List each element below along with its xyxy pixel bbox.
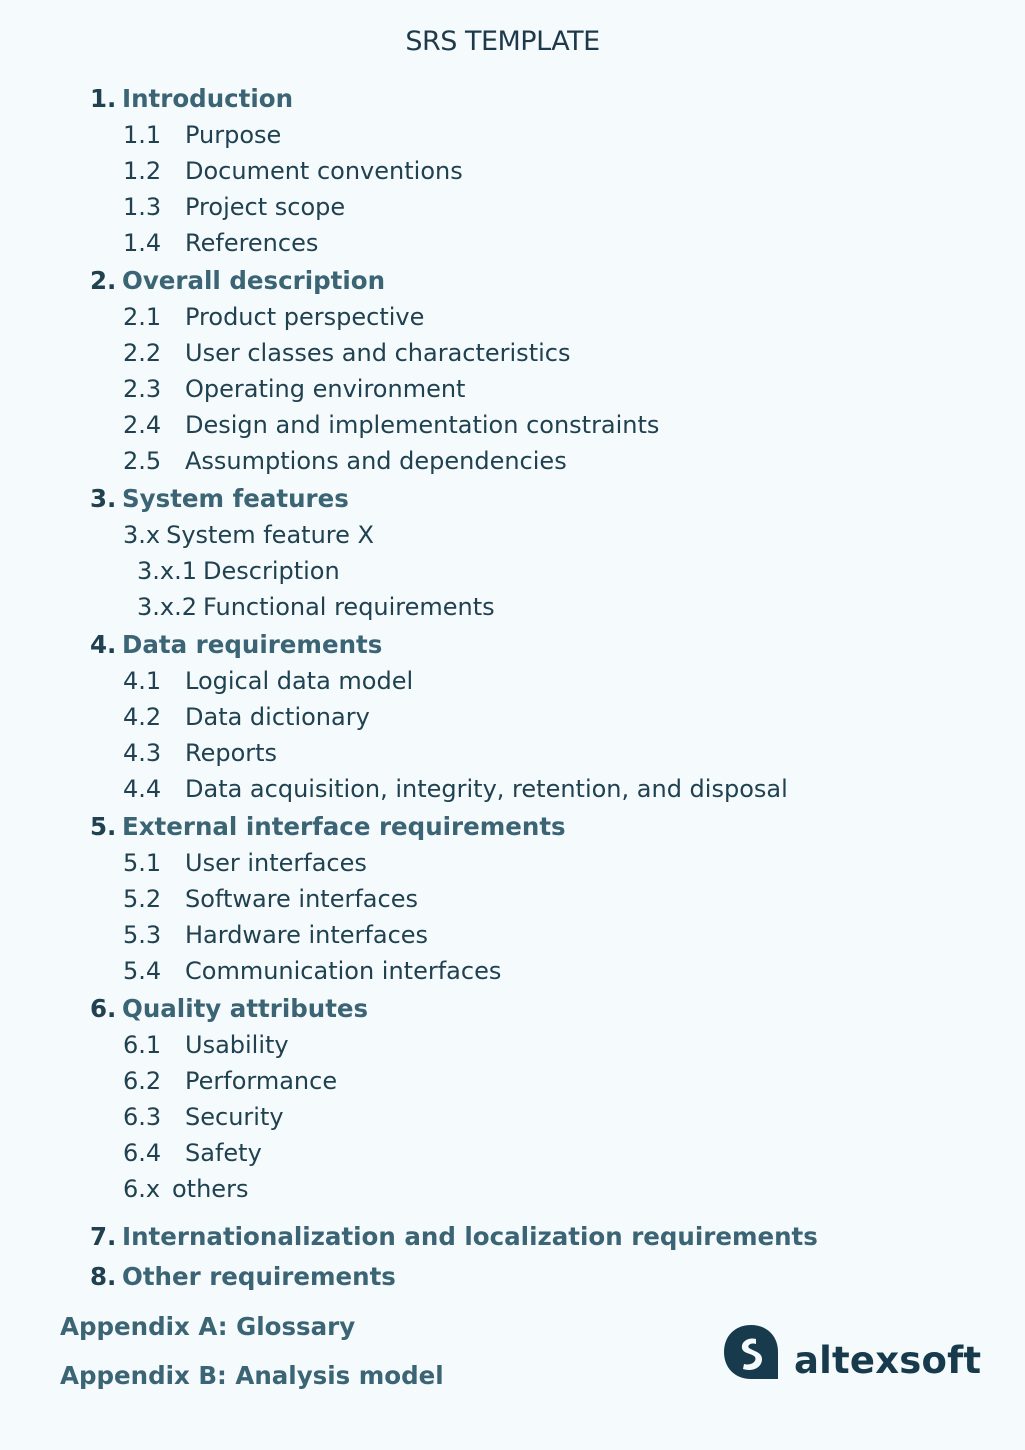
subsection-label: Logical data model bbox=[185, 667, 414, 695]
subsection-document-conventions bbox=[123, 156, 463, 186]
subsection-label: References bbox=[185, 229, 319, 257]
section-label: Quality attributes bbox=[122, 994, 369, 1023]
section-label: External interface requirements bbox=[122, 812, 566, 841]
page-title: SRS TEMPLATE bbox=[405, 26, 600, 57]
section-number: 7. bbox=[90, 1222, 117, 1251]
logo-wordmark: altexsoft bbox=[794, 1338, 982, 1382]
section-external-interface-requirements bbox=[90, 812, 566, 842]
subsection-label: Reports bbox=[185, 739, 278, 767]
subsection-number: 1.2 bbox=[123, 157, 162, 185]
section-other-requirements bbox=[90, 1262, 396, 1292]
subsection-number: 6.x bbox=[123, 1175, 161, 1203]
section-number: 1. bbox=[90, 84, 117, 113]
subsection-number: 1.4 bbox=[123, 229, 162, 257]
subsection-label: others bbox=[172, 1175, 249, 1203]
subsection-label: User interfaces bbox=[185, 849, 367, 877]
subsection-communication-interfaces bbox=[123, 956, 501, 986]
subsection-number: 2.2 bbox=[123, 339, 162, 367]
subsection-number: 2.1 bbox=[123, 303, 162, 331]
subsection-number: 4.1 bbox=[123, 667, 162, 695]
subsection-security bbox=[123, 1102, 284, 1132]
subsection-label: Design and implementation constraints bbox=[185, 411, 660, 439]
subsection-number: 5.2 bbox=[123, 885, 162, 913]
subsection-references bbox=[123, 228, 318, 258]
subsection-hardware-interfaces bbox=[123, 920, 428, 950]
subsection-assumptions bbox=[123, 446, 567, 476]
subsection-safety bbox=[123, 1138, 262, 1168]
subsection-label: Description bbox=[203, 557, 340, 585]
appendix-glossary: Appendix A: Glossary bbox=[60, 1312, 356, 1341]
section-number: 4. bbox=[90, 630, 117, 659]
section-label: Data requirements bbox=[122, 630, 383, 659]
subsection-software-interfaces bbox=[123, 884, 418, 914]
section-quality-attributes bbox=[90, 994, 368, 1024]
section-number: 3. bbox=[90, 484, 117, 513]
subsection-label: Usability bbox=[185, 1031, 289, 1059]
subsection-label: Performance bbox=[185, 1067, 338, 1095]
subsection-system-feature-x bbox=[123, 520, 374, 550]
subsection-label: Assumptions and dependencies bbox=[185, 447, 567, 475]
subsection-label: Data acquisition, integrity, retention, and disposal bbox=[185, 775, 788, 803]
subsection-number: 4.2 bbox=[123, 703, 162, 731]
subsection-label: Operating environment bbox=[185, 375, 466, 403]
subsection-label: Product perspective bbox=[185, 303, 425, 331]
subsection-label: Functional requirements bbox=[203, 593, 495, 621]
subsection-user-classes bbox=[123, 338, 570, 368]
appendix-analysis-model: Appendix B: Analysis model bbox=[60, 1361, 444, 1390]
subsection-number: 3.x.1 bbox=[137, 557, 197, 585]
section-overall-description bbox=[90, 266, 385, 296]
subsection-label: Security bbox=[185, 1103, 284, 1131]
subsection-others bbox=[123, 1174, 248, 1204]
subsection-number: 2.3 bbox=[123, 375, 162, 403]
section-label: Internationalization and localization requirements bbox=[122, 1222, 818, 1251]
subsection-number: 3.x bbox=[123, 521, 161, 549]
subsection-label: Purpose bbox=[185, 121, 282, 149]
subsection-label: Data dictionary bbox=[185, 703, 370, 731]
subsection-reports bbox=[123, 738, 277, 768]
section-number: 6. bbox=[90, 994, 117, 1023]
subsection-label: Communication interfaces bbox=[185, 957, 502, 985]
subsection-label: User classes and characteristics bbox=[185, 339, 571, 367]
subsection-operating-environment bbox=[123, 374, 465, 404]
subsection-label: Hardware interfaces bbox=[185, 921, 429, 949]
subsection-number: 4.3 bbox=[123, 739, 162, 767]
subsection-feature-description bbox=[137, 556, 340, 586]
subsection-number: 6.4 bbox=[123, 1139, 162, 1167]
subsection-label: Document conventions bbox=[185, 157, 463, 185]
section-number: 5. bbox=[90, 812, 117, 841]
section-number: 8. bbox=[90, 1262, 117, 1291]
subsection-design-constraints bbox=[123, 410, 659, 440]
subsection-label: Project scope bbox=[185, 193, 346, 221]
subsection-number: 1.3 bbox=[123, 193, 162, 221]
section-number: 2. bbox=[90, 266, 117, 295]
subsection-product-perspective bbox=[123, 302, 424, 332]
subsection-label: System feature X bbox=[166, 521, 374, 549]
section-label: Introduction bbox=[122, 84, 294, 113]
subsection-label: Safety bbox=[185, 1139, 262, 1167]
subsection-project-scope bbox=[123, 192, 345, 222]
section-label: Overall description bbox=[122, 266, 386, 295]
subsection-data-acquisition bbox=[123, 774, 788, 804]
subsection-purpose bbox=[123, 120, 281, 150]
section-system-features bbox=[90, 484, 349, 514]
subsection-label: Software interfaces bbox=[185, 885, 418, 913]
subsection-usability bbox=[123, 1030, 289, 1060]
section-label: System features bbox=[122, 484, 349, 513]
subsection-number: 6.3 bbox=[123, 1103, 162, 1131]
subsection-number: 1.1 bbox=[123, 121, 162, 149]
subsection-logical-data-model bbox=[123, 666, 413, 696]
subsection-number: 6.1 bbox=[123, 1031, 162, 1059]
subsection-number: 3.x.2 bbox=[137, 593, 197, 621]
subsection-functional-requirements bbox=[137, 592, 495, 622]
subsection-performance bbox=[123, 1066, 337, 1096]
subsection-number: 2.4 bbox=[123, 411, 162, 439]
subsection-number: 5.1 bbox=[123, 849, 162, 877]
subsection-number: 5.4 bbox=[123, 957, 162, 985]
altexsoft-logo-icon bbox=[722, 1323, 780, 1381]
section-label: Other requirements bbox=[122, 1262, 396, 1291]
subsection-data-dictionary bbox=[123, 702, 370, 732]
subsection-number: 6.2 bbox=[123, 1067, 162, 1095]
subsection-number: 5.3 bbox=[123, 921, 162, 949]
section-introduction bbox=[90, 84, 293, 114]
section-internationalization bbox=[90, 1222, 818, 1252]
subsection-number: 2.5 bbox=[123, 447, 162, 475]
subsection-user-interfaces bbox=[123, 848, 367, 878]
subsection-number: 4.4 bbox=[123, 775, 162, 803]
section-data-requirements bbox=[90, 630, 382, 660]
altexsoft-logo bbox=[722, 1322, 981, 1382]
